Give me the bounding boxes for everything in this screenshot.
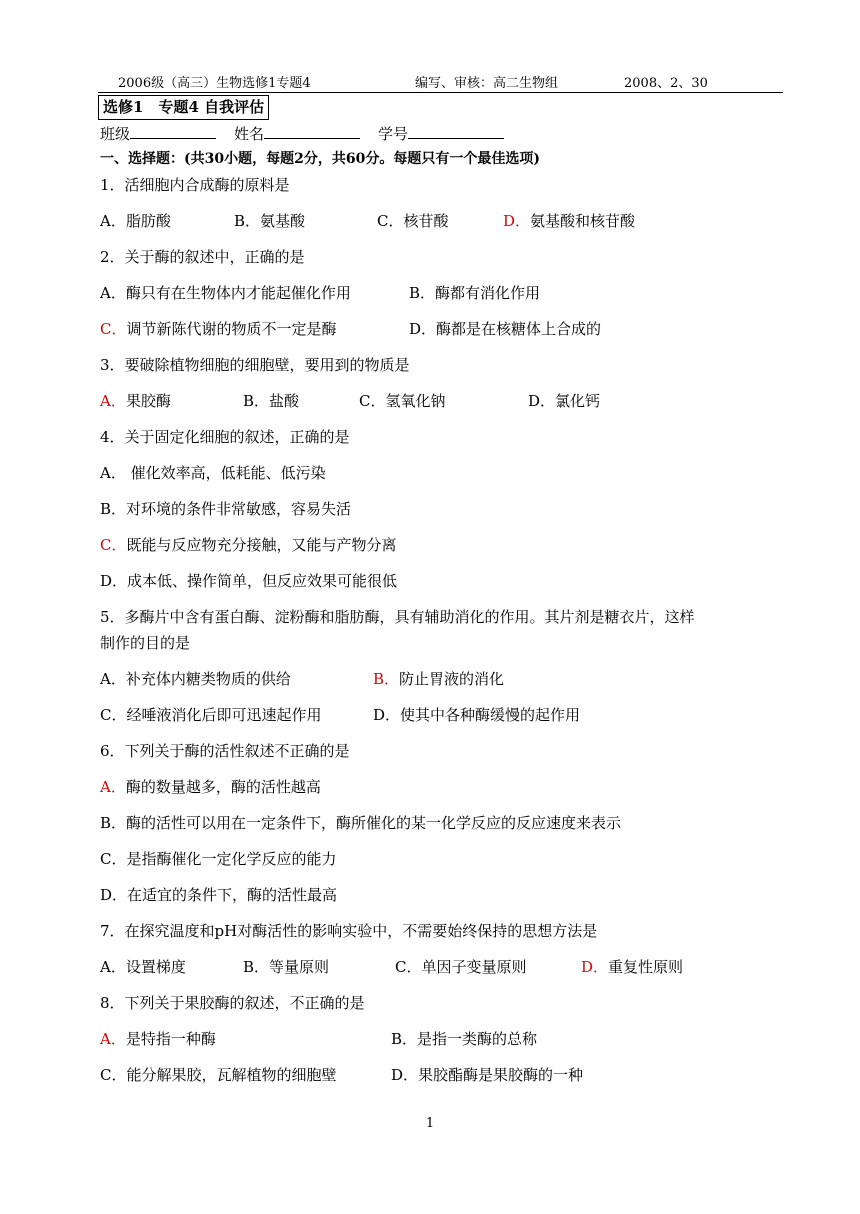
name-blank[interactable] (264, 122, 360, 139)
answer-option (100, 283, 351, 303)
answer-letter: C． (100, 536, 127, 554)
option-letter: C． (377, 212, 404, 230)
option-text: 成本低、操作简单，但反应效果可能很低 (127, 572, 398, 590)
answer-option (100, 391, 171, 411)
option-text: 酶都是在核糖体上合成的 (436, 320, 602, 338)
q6-option-c (100, 849, 337, 869)
option-letter: B． (409, 284, 436, 302)
option-letter: A． (100, 284, 126, 302)
answer-option (100, 669, 291, 689)
option-text: 是指一类酶的总称 (417, 1030, 538, 1048)
question-3: 3．要破除植物细胞的细胞壁，要用到的物质是 (100, 356, 410, 374)
option-letter: D． (528, 392, 556, 410)
option-text: 防止胃液的消化 (399, 670, 505, 688)
option-letter: D． (373, 706, 401, 724)
header-course: 2006级（高三）生物选修1专题4 (118, 76, 311, 91)
answer-option (100, 1065, 337, 1085)
question-6: 6．下列关于酶的活性叙述不正确的是 (100, 742, 350, 760)
option-letter: C． (395, 958, 422, 976)
answer-option (581, 957, 683, 977)
header-editor: 编写、审核：高二生物组 (415, 76, 559, 91)
q4-option-d (100, 571, 397, 591)
option-text: 脂肪酸 (125, 212, 171, 230)
q6-option-b (100, 813, 621, 833)
option-letter: D． (100, 886, 128, 904)
answer-option (409, 283, 540, 303)
option-letter: B． (243, 392, 270, 410)
question-5-line2: 制作的目的是 (100, 634, 191, 652)
id-blank[interactable] (408, 122, 504, 139)
option-text: 使其中各种酶缓慢的起作用 (400, 706, 581, 724)
option-text: 经唾液消化后即可迅速起作用 (126, 706, 322, 724)
option-letter: C． (359, 392, 386, 410)
option-letter: C． (100, 706, 127, 724)
option-text: 调节新陈代谢的物质不一定是酶 (126, 320, 337, 338)
question-7: 7．在探究温度和pH对酶活性的影响实验中，不需要始终保持的思想方法是 (100, 922, 598, 940)
answer-letter: C． (100, 320, 127, 338)
option-text: 酶都有消化作用 (435, 284, 541, 302)
option-letter: A． (100, 958, 126, 976)
option-text: 果胶酶 (125, 392, 171, 410)
option-text: 酶只有在生物体内才能起催化作用 (125, 284, 351, 302)
answer-letter: A． (100, 778, 126, 796)
answer-letter: D． (503, 212, 531, 230)
answer-letter: B． (373, 670, 400, 688)
answer-option (377, 211, 449, 231)
option-text: 能分解果胶，瓦解植物的细胞壁 (126, 1066, 337, 1084)
option-letter: D． (391, 1066, 419, 1084)
answer-option (234, 211, 305, 231)
page-title: 选修1 专题4 自我评估 (98, 95, 269, 120)
class-label: 班级 (100, 125, 131, 143)
option-letter: D． (409, 320, 437, 338)
option-text: 补充体内糖类物质的供给 (125, 670, 291, 688)
answer-option (395, 957, 527, 977)
answer-option (243, 957, 329, 977)
answer-option (100, 705, 322, 725)
question-8: 8．下列关于果胶酶的叙述，不正确的是 (100, 994, 365, 1012)
class-blank[interactable] (130, 122, 216, 139)
option-letter: A． (100, 212, 126, 230)
question-1: 1．活细胞内合成酶的原料是 (100, 176, 290, 194)
option-letter: B． (100, 500, 127, 518)
option-text: 是特指一种酶 (125, 1030, 216, 1048)
question-5-line1: 5．多酶片中含有蛋白酶、淀粉酶和脂肪酶，具有辅助消化的作用。其片剂是糖衣片，这样 (100, 608, 695, 626)
question-2: 2．关于酶的叙述中，正确的是 (100, 248, 305, 266)
option-text: 对环境的条件非常敏感，容易失活 (126, 500, 352, 518)
section-heading: 一、选择题：(共30小题，每题2分，共60分。每题只有一个最佳选项) (100, 151, 540, 167)
option-letter: B． (100, 814, 127, 832)
option-text: 氢氧化钠 (385, 392, 446, 410)
answer-option (100, 211, 171, 231)
option-letter: C． (100, 1066, 127, 1084)
option-text: 设置梯度 (125, 958, 186, 976)
option-letter: C． (100, 850, 127, 868)
answer-option (373, 705, 580, 725)
answer-letter: D． (581, 958, 609, 976)
option-text: 氨基酸和核苷酸 (530, 212, 636, 230)
student-info-row (100, 122, 504, 144)
page-number: 1 (425, 1116, 435, 1131)
option-text: 盐酸 (269, 392, 300, 410)
answer-option (528, 391, 600, 411)
q6-option-a (100, 777, 321, 797)
answer-option (359, 391, 446, 411)
question-4: 4．关于固定化细胞的叙述，正确的是 (100, 428, 350, 446)
option-letter: B． (243, 958, 270, 976)
option-text: 既能与反应物充分接触，又能与产物分离 (126, 536, 397, 554)
header-rule (98, 92, 783, 93)
id-label: 学号 (378, 125, 409, 143)
option-text: 酶的活性可以用在一定条件下，酶所催化的某一化学反应的反应速度来表示 (126, 814, 622, 832)
q4-option-a (100, 463, 326, 483)
q4-option-b (100, 499, 351, 519)
option-text: 酶的数量越多，酶的活性越高 (125, 778, 321, 796)
option-text: 重复性原则 (608, 958, 684, 976)
option-text: 氨基酸 (260, 212, 306, 230)
answer-letter: A． (100, 392, 126, 410)
name-label: 姓名 (234, 125, 265, 143)
option-letter: B． (391, 1030, 418, 1048)
answer-option (100, 957, 186, 977)
answer-letter: A． (100, 1030, 126, 1048)
answer-option (391, 1065, 583, 1085)
option-letter: D． (100, 572, 128, 590)
answer-option (100, 319, 337, 339)
option-text: 氯化钙 (555, 392, 601, 410)
option-letter: B． (234, 212, 261, 230)
answer-option (503, 211, 635, 231)
q4-option-c (100, 535, 397, 555)
option-text: 果胶酯酶是果胶酶的一种 (418, 1066, 584, 1084)
option-letter: A． (100, 670, 126, 688)
option-text: 等量原则 (269, 958, 330, 976)
option-text: 是指酶催化一定化学反应的能力 (126, 850, 337, 868)
answer-option (373, 669, 504, 689)
option-text: 单因子变量原则 (421, 958, 527, 976)
q6-option-d (100, 885, 337, 905)
option-text: 在适宜的条件下，酶的活性最高 (127, 886, 338, 904)
option-text: 催化效率高，低耗能、低污染 (125, 464, 326, 482)
answer-option (243, 391, 299, 411)
option-text: 核苷酸 (403, 212, 449, 230)
answer-option (100, 1029, 216, 1049)
answer-option (409, 319, 601, 339)
answer-option (391, 1029, 537, 1049)
header-date: 2008、2、30 (624, 76, 708, 91)
option-letter: A． (100, 464, 126, 482)
